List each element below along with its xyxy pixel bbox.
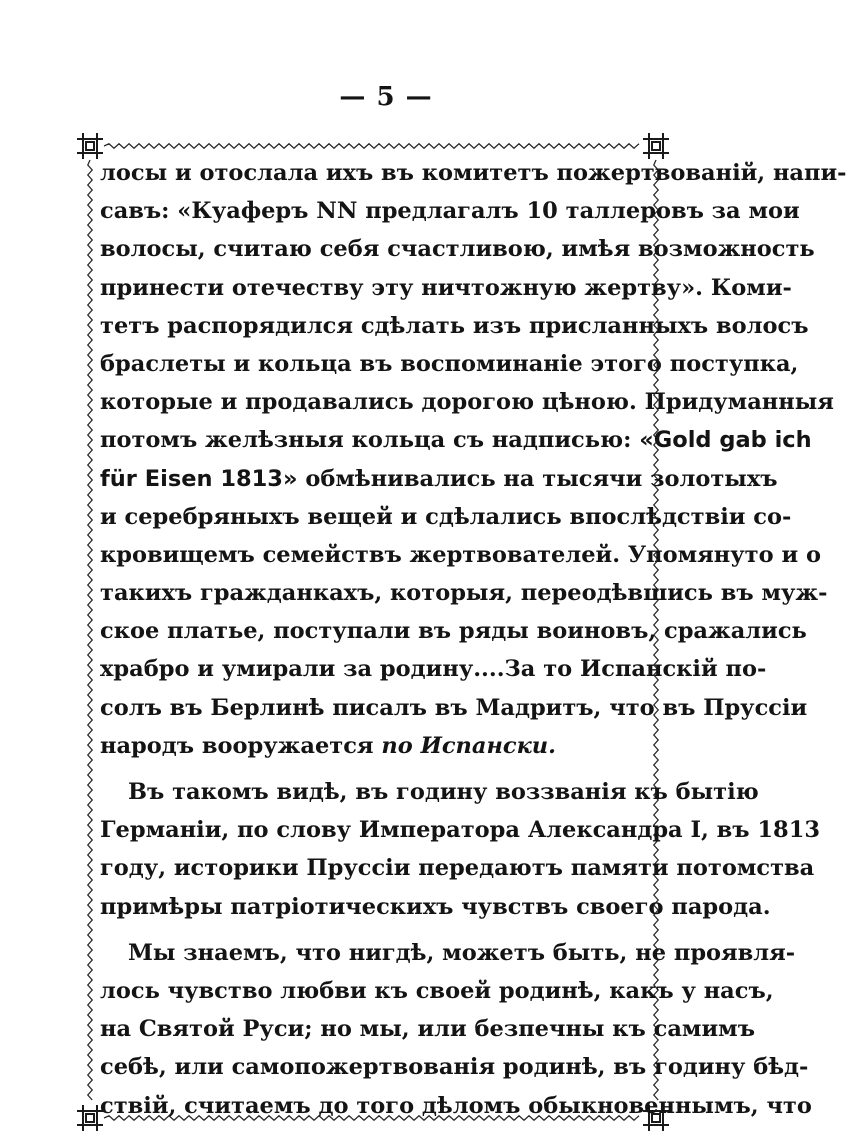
text-line: примѣры патріотическихъ чувствъ своего парода. <box>100 893 771 920</box>
text-segment: потомъ желѣзныя кольца съ надписью: <box>100 427 640 454</box>
text-line: лосы и отослала ихъ въ комитетъ пожертвованій, напи- <box>100 160 847 186</box>
text-line: Германіи, по слову Императора Александра I, въ 1813 <box>100 817 820 844</box>
text-line: солъ въ Берлинѣ писалъ въ Мадритъ, что въ Пруссіи <box>100 694 808 721</box>
top-border-line <box>104 144 639 148</box>
german-inscription: «Gold gab ich <box>639 427 812 454</box>
text-line: Мы знаемъ, что нигдѣ, можетъ быть, не проявля- <box>128 939 796 966</box>
text-line: храбро и умирали за родину....За то Испанскій по- <box>100 656 767 683</box>
text-line: лось чувство любви къ своей родинѣ, какъ у насъ, <box>100 977 774 1004</box>
text-segment: обмѣнивались на тысячи золотыхъ <box>297 465 778 492</box>
text-line: савъ: «Куаферъ NN предлагалъ 10 таллеровъ за мои <box>100 198 800 225</box>
german-inscription: für Eisen 1813» <box>100 465 298 492</box>
text-line <box>100 727 650 765</box>
italic-phrase: по Испански. <box>381 732 556 759</box>
text-line: Въ такомъ видѣ, въ годину воззванія къ бытію <box>128 779 759 805</box>
text-line: и серебряныхъ вещей и сдѣлались впослѣдствіи со- <box>100 503 792 530</box>
text-line: кровищемъ семействъ жертвователей. Упомянуто и о <box>100 541 821 568</box>
text-line <box>100 460 778 498</box>
body-text <box>100 154 847 1125</box>
text-line: принести отечеству эту ничтожную жертву». Коми- <box>100 274 792 301</box>
text-line: волосы, считаю себя счастливою, имѣя возможность <box>100 236 815 263</box>
left-border-line <box>88 160 92 1100</box>
text-line: браслеты и кольца въ воспоминаніе этого поступка, <box>100 350 799 377</box>
text-segment: народъ вооружается <box>100 732 382 759</box>
text-line: тетъ распорядился сдѣлать изъ присланныхъ волосъ <box>100 312 809 339</box>
text-line: которые и продавались дорогою цѣною. Придуманныя <box>100 389 834 416</box>
text-line: на Святой Руси; но мы, или безпечны къ самимъ <box>100 1016 755 1043</box>
text-line: такихъ гражданкахъ, которыя, переодѣвшись въ муж- <box>100 580 828 607</box>
text-line: ское платье, поступали въ ряды воиновъ, сражались <box>100 618 807 645</box>
text-line: себѣ, или самопожертвованія родинѣ, въ годину бѣд- <box>100 1054 809 1081</box>
page-number: — 5 — <box>339 82 433 112</box>
text-line: ствій, считаемъ до того дѣломъ обыкновеннымъ, что <box>100 1092 812 1119</box>
text-line <box>100 421 812 459</box>
text-line: году, историки Пруссіи передаютъ памяти потомства <box>100 855 815 882</box>
